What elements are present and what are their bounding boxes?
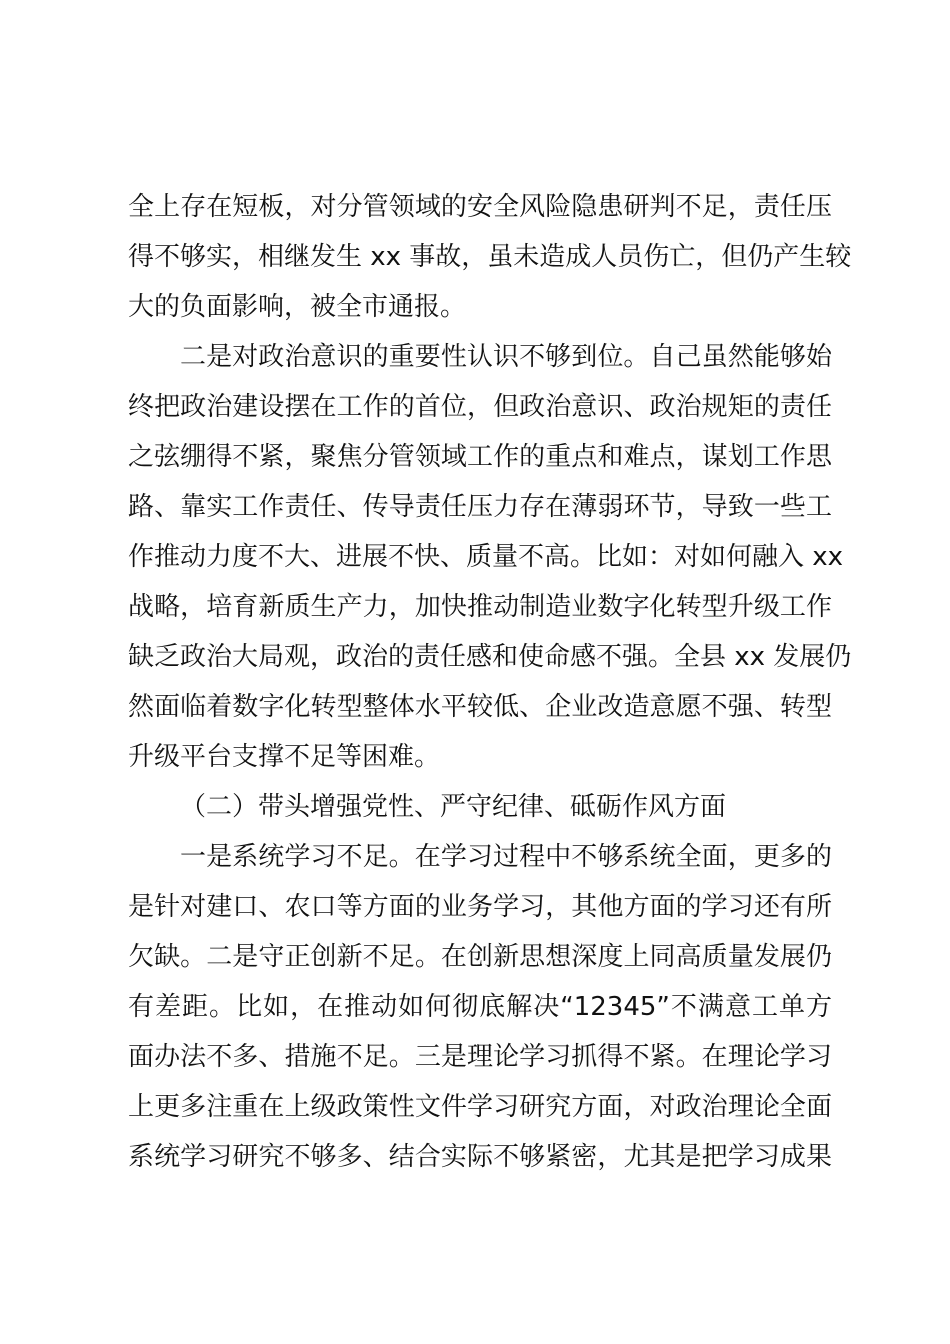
text-line: 系统学习研究不够多、结合实际不够紧密，尤其是把学习成果 (128, 1142, 832, 1172)
text-line: 大的负面影响，被全市通报。 (128, 292, 467, 322)
text-line: 终把政治建设摆在工作的首位，但政治意识、政治规矩的责任 (128, 392, 832, 422)
text-line: 之弦绷得不紧，聚焦分管领域工作的重点和难点，谋划工作思 (128, 442, 832, 472)
text-line: 是针对建口、农口等方面的业务学习，其他方面的学习还有所 (128, 892, 832, 922)
text-line: 缺乏政治大局观，政治的责任感和使命感不强。全县 xx 发展仍 (128, 642, 852, 672)
body-text (128, 182, 852, 1182)
text-line: 战略，培育新质生产力，加快推动制造业数字化转型升级工作 (128, 592, 832, 622)
text-line: 然面临着数字化转型整体水平较低、企业改造意愿不强、转型 (128, 692, 832, 722)
text-line: 欠缺。二是守正创新不足。在创新思想深度上同高质量发展仍 (128, 942, 832, 972)
section-heading: （二）带头增强党性、严守纪律、砥砺作风方面 (180, 792, 727, 822)
paragraph-start-line: 二是对政治意识的重要性认识不够到位。自己虽然能够始 (180, 342, 832, 372)
paragraph-start-line: 一是系统学习不足。在学习过程中不够系统全面，更多的 (180, 842, 832, 872)
text-line: 路、靠实工作责任、传导责任压力存在薄弱环节，导致一些工 (128, 492, 832, 522)
text-line: 作推动力度不大、进展不快、质量不高。比如：对如何融入 xx (128, 542, 844, 572)
text-line: 上更多注重在上级政策性文件学习研究方面，对政治理论全面 (128, 1092, 832, 1122)
text-line: 有差距。比如，在推动如何彻底解决“12345”不满意工单方 (128, 992, 832, 1022)
text-line: 升级平台支撑不足等困难。 (128, 742, 441, 772)
text-line: 全上存在短板，对分管领域的安全风险隐患研判不足，责任压 (128, 192, 832, 222)
text-line: 得不够实，相继发生 xx 事故，虽未造成人员伤亡，但仍产生较 (128, 242, 852, 272)
text-line: 面办法不多、措施不足。三是理论学习抓得不紧。在理论学习 (128, 1042, 832, 1072)
